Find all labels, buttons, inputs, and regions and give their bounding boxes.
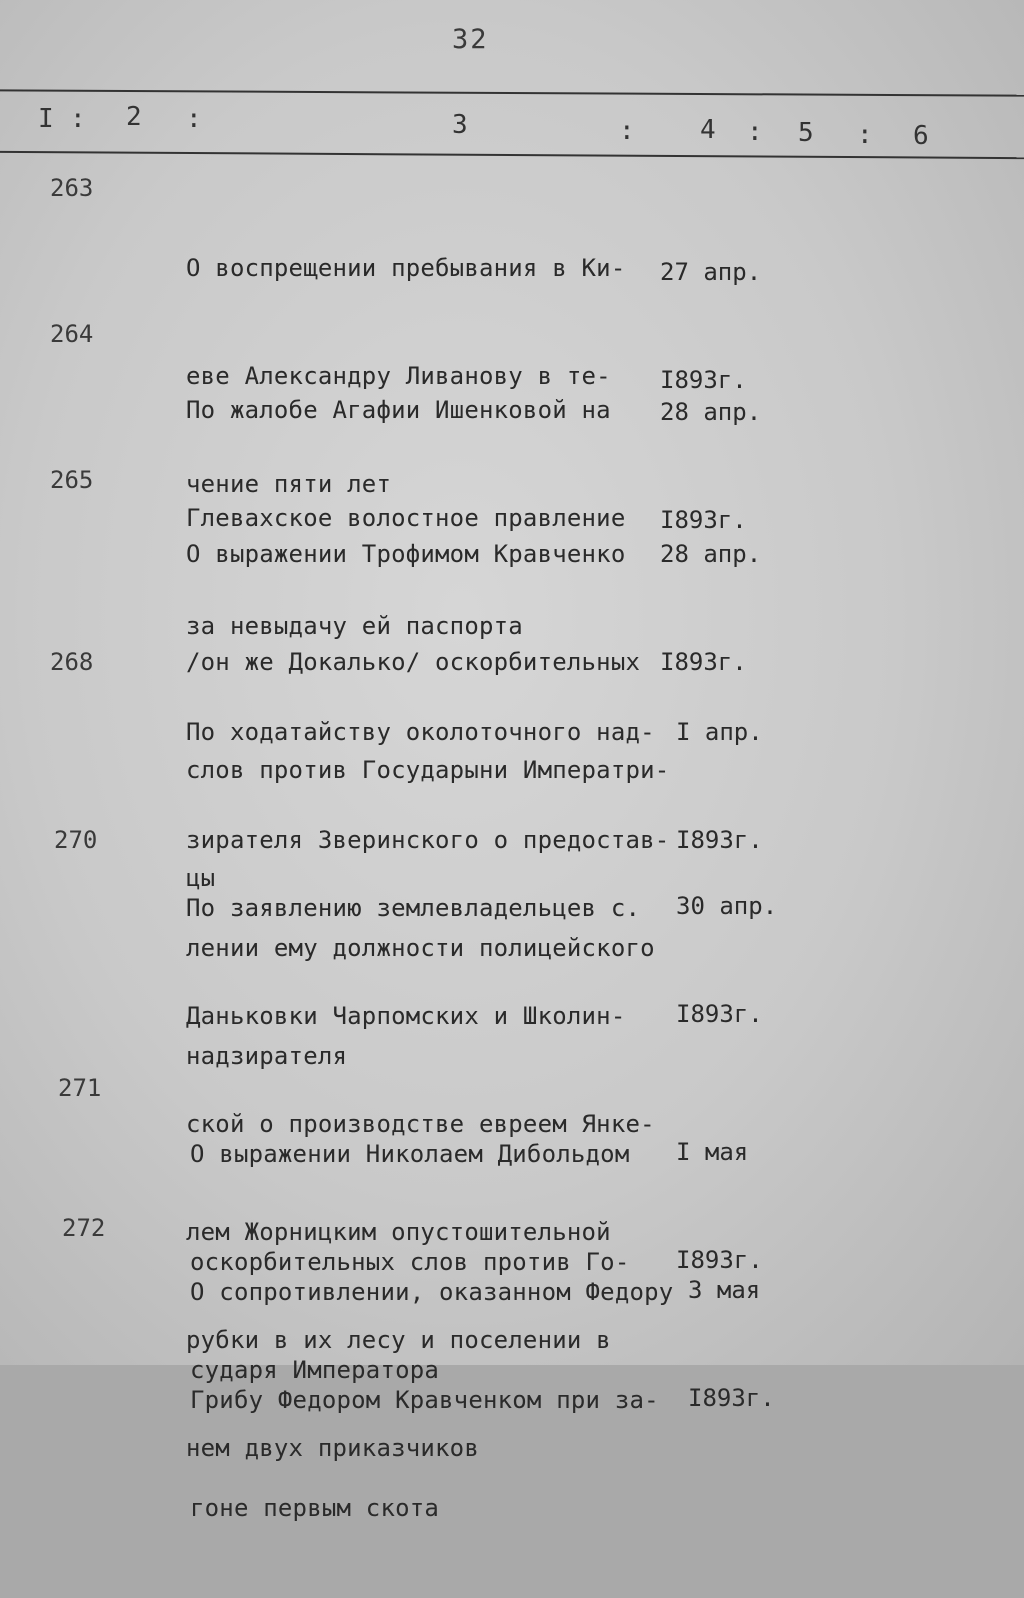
entry-date	[676, 816, 777, 1104]
entry-description	[190, 1202, 673, 1598]
entry-line: за невыдачу ей паспорта	[186, 612, 523, 640]
page-number: 32	[452, 24, 489, 55]
entry-date-year: I893г.	[660, 648, 747, 676]
entry-line: ской о производстве евреем Янке-	[186, 1110, 655, 1138]
entry-number: 268	[50, 648, 94, 676]
entry-line: лем Жорницким опустошительной	[186, 1218, 611, 1246]
entry-date	[688, 1200, 775, 1488]
entry-line: нем двух приказчиков	[186, 1434, 479, 1462]
entry-line: цы	[186, 864, 216, 892]
entry-line: О выражении Трофимом Кравченко	[186, 540, 626, 568]
entry-date-year: I893г.	[660, 506, 747, 534]
column-header-2: 2	[126, 102, 142, 132]
entry-date-day: 3 мая	[688, 1276, 761, 1304]
entry-line: гоне первым скота	[190, 1494, 440, 1522]
entry-line: слов против Государыни Императри-	[186, 756, 670, 784]
entry-date-day: 30 апр.	[676, 892, 778, 920]
column-separator: :	[857, 120, 873, 150]
entry-number: 271	[58, 1074, 102, 1102]
entry-line: рубки в их лесу и поселении в	[186, 1326, 611, 1354]
column-header-6: 6	[913, 121, 929, 151]
column-separator: :	[70, 104, 86, 134]
column-header-4: 4	[700, 115, 716, 145]
entry-line: зирателя Зверинского о предостав-	[186, 826, 670, 854]
entry-date-year: I893г.	[688, 1384, 775, 1412]
column-header-5: 5	[798, 118, 814, 148]
column-header-3: 3	[452, 110, 468, 140]
entry-line: О выражении Николаем Дибольдом	[190, 1140, 630, 1168]
entry-line: О воспрещении пребывания в Ки-	[186, 254, 626, 282]
entry-line: сударя Императора	[190, 1356, 440, 1384]
entry-line: О сопротивлении, оказанном Федору	[190, 1278, 674, 1306]
entry-date-day: 28 апр.	[660, 398, 762, 426]
entry-line: По заявлению землевладельцев с.	[186, 894, 641, 922]
entry-date-year: I893г.	[676, 1000, 763, 1028]
column-header-1: I	[38, 104, 54, 134]
header-bottom-rule	[0, 151, 1024, 159]
header-top-rule	[0, 89, 1024, 96]
entry-date-year: I893г.	[676, 826, 763, 854]
entry-date-year: I893г.	[660, 366, 747, 394]
entry-line: По ходатайству околоточного над-	[186, 718, 655, 746]
entry-number: 270	[54, 826, 98, 854]
entry-date-day: I апр.	[676, 718, 763, 746]
entry-number: 272	[62, 1214, 106, 1242]
entry-line: оскорбительных слов против Го-	[190, 1248, 630, 1276]
entry-date-day: 27 апр.	[660, 258, 762, 286]
entry-line: Грибу Федором Кравченком при за-	[190, 1386, 659, 1414]
entry-line: Даньковки Чарпомских и Школин-	[186, 1002, 626, 1030]
entry-number: 264	[50, 320, 94, 348]
entry-line: По жалобе Агафии Ишенковой на	[186, 396, 611, 424]
entry-line: надзирателя	[186, 1042, 348, 1070]
column-separator: :	[747, 117, 763, 147]
entry-date-day: I мая	[676, 1138, 749, 1166]
entry-line: еве Александру Ливанову в те-	[186, 362, 611, 390]
entry-number: 263	[50, 174, 94, 202]
entry-line: чение пяти лет	[186, 470, 392, 498]
entry-date-year: I893г.	[676, 1246, 763, 1274]
entry-number: 265	[50, 466, 94, 494]
entry-line: /он же Докалько/ оскорбительных	[186, 648, 641, 676]
entry-date-day: 28 апр.	[660, 540, 762, 568]
entry-line: Глевахское волостное правление	[186, 504, 626, 532]
entry-line: лении ему должности полицейского	[186, 934, 655, 962]
column-separator: :	[619, 116, 635, 146]
column-separator: :	[186, 104, 202, 134]
